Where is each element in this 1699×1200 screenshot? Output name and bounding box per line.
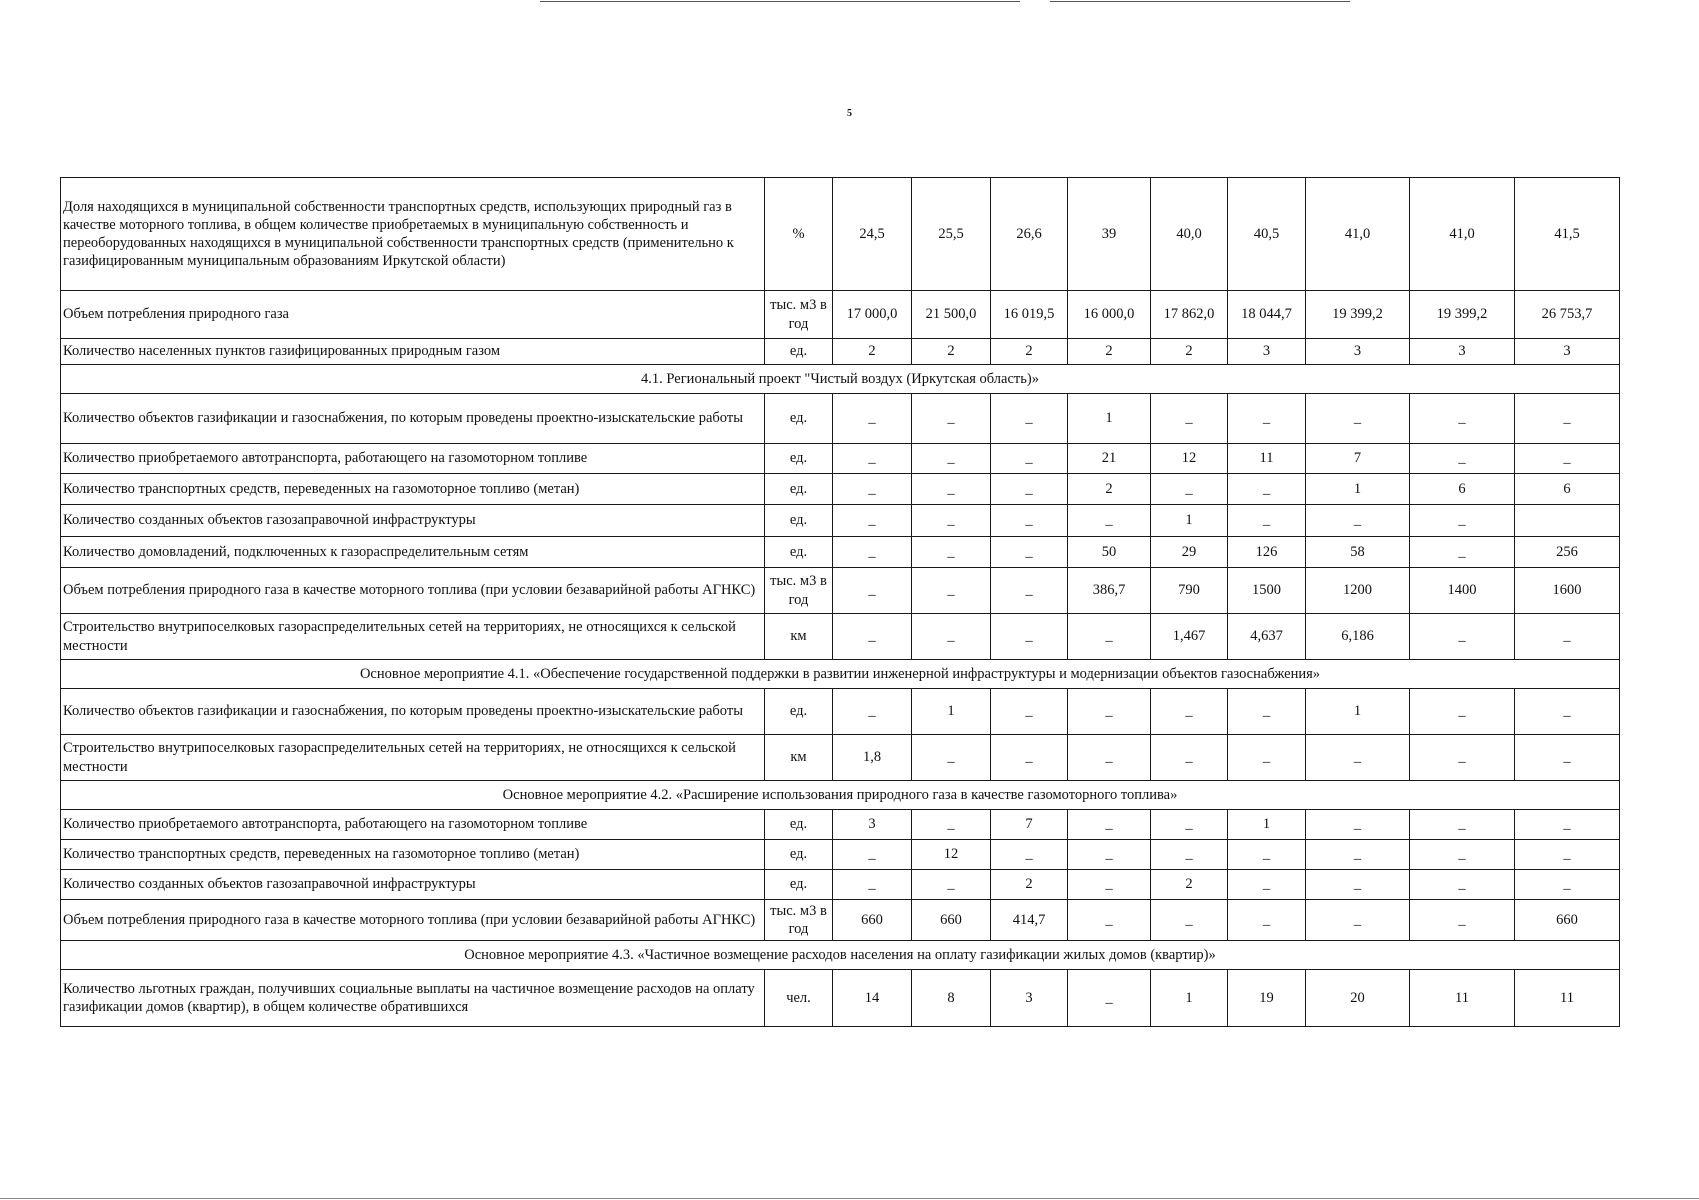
value-cell: _ xyxy=(1410,689,1515,735)
value-cell: _ xyxy=(912,735,991,781)
value-cell: _ xyxy=(1068,689,1151,735)
unit-cell: ед. xyxy=(765,505,833,537)
value-cell: 24,5 xyxy=(833,178,912,291)
table-row xyxy=(61,339,1620,365)
value-cell: 126 xyxy=(1228,537,1306,568)
unit-cell: ед. xyxy=(765,474,833,505)
value-cell: 58 xyxy=(1306,537,1410,568)
value-cell: 6,186 xyxy=(1306,614,1410,660)
unit-cell: км xyxy=(765,735,833,781)
unit-cell: % xyxy=(765,178,833,291)
value-cell: _ xyxy=(991,474,1068,505)
value-cell: 660 xyxy=(912,900,991,941)
value-cell: _ xyxy=(1306,394,1410,444)
value-cell: 26,6 xyxy=(991,178,1068,291)
value-cell: _ xyxy=(912,394,991,444)
value-cell: _ xyxy=(991,568,1068,614)
table-row xyxy=(61,394,1620,444)
value-cell: 256 xyxy=(1515,537,1620,568)
value-cell: 2 xyxy=(1068,339,1151,365)
table-row xyxy=(61,505,1620,537)
value-cell: _ xyxy=(833,444,912,474)
value-cell: _ xyxy=(991,444,1068,474)
table-row xyxy=(61,444,1620,474)
value-cell: _ xyxy=(1410,444,1515,474)
value-cell: 1500 xyxy=(1228,568,1306,614)
value-cell: _ xyxy=(833,537,912,568)
value-cell: 1 xyxy=(1306,689,1410,735)
value-cell: _ xyxy=(1228,840,1306,870)
indicator-name: Количество приобретаемого автотранспорта, работающего на газомоторном топливе xyxy=(61,444,765,474)
unit-cell: тыс. м3 в год xyxy=(765,568,833,614)
value-cell: _ xyxy=(1068,870,1151,900)
unit-cell: ед. xyxy=(765,810,833,840)
value-cell: _ xyxy=(1306,870,1410,900)
section-row xyxy=(61,941,1620,970)
value-cell: 11 xyxy=(1515,970,1620,1027)
value-cell: 16 019,5 xyxy=(991,291,1068,339)
value-cell: 1200 xyxy=(1306,568,1410,614)
unit-cell: ед. xyxy=(765,840,833,870)
value-cell: _ xyxy=(833,689,912,735)
value-cell: _ xyxy=(1410,735,1515,781)
table-row xyxy=(61,178,1620,291)
value-cell: _ xyxy=(833,505,912,537)
table-row xyxy=(61,568,1620,614)
unit-cell: ед. xyxy=(765,444,833,474)
value-cell: _ xyxy=(1515,689,1620,735)
value-cell: _ xyxy=(1068,735,1151,781)
table-row xyxy=(61,900,1620,941)
value-cell: _ xyxy=(991,840,1068,870)
indicator-name: Количество населенных пунктов газифицированных природным газом xyxy=(61,339,765,365)
value-cell: _ xyxy=(1068,505,1151,537)
value-cell: _ xyxy=(1410,614,1515,660)
value-cell: _ xyxy=(1068,970,1151,1027)
value-cell: 41,0 xyxy=(1410,178,1515,291)
value-cell: 1 xyxy=(1306,474,1410,505)
value-cell: 17 000,0 xyxy=(833,291,912,339)
value-cell: _ xyxy=(1515,810,1620,840)
indicator-name: Количество созданных объектов газозаправочной инфраструктуры xyxy=(61,870,765,900)
value-cell: 12 xyxy=(912,840,991,870)
value-cell: 1600 xyxy=(1515,568,1620,614)
value-cell: 414,7 xyxy=(991,900,1068,941)
value-cell: 790 xyxy=(1151,568,1228,614)
value-cell: _ xyxy=(991,505,1068,537)
value-cell: _ xyxy=(1068,614,1151,660)
value-cell: 7 xyxy=(991,810,1068,840)
value-cell: _ xyxy=(1228,474,1306,505)
unit-cell: ед. xyxy=(765,870,833,900)
value-cell: 41,0 xyxy=(1306,178,1410,291)
table-row xyxy=(61,870,1620,900)
value-cell: _ xyxy=(912,568,991,614)
value-cell: 16 000,0 xyxy=(1068,291,1151,339)
indicator-name: Количество объектов газификации и газоснабжения, по которым проведены проектно-изыскательские работы xyxy=(61,689,765,735)
value-cell: 3 xyxy=(991,970,1068,1027)
value-cell: 6 xyxy=(1410,474,1515,505)
value-cell: 17 862,0 xyxy=(1151,291,1228,339)
value-cell: 6 xyxy=(1515,474,1620,505)
value-cell: 29 xyxy=(1151,537,1228,568)
indicator-name: Количество льготных граждан, получивших социальные выплаты на частичное возмещение расходов на оплату газификации домов (квартир), в общем количестве обратившихся xyxy=(61,970,765,1027)
value-cell: _ xyxy=(833,870,912,900)
value-cell: _ xyxy=(991,394,1068,444)
value-cell: 19 399,2 xyxy=(1410,291,1515,339)
value-cell xyxy=(1515,505,1620,537)
value-cell: 7 xyxy=(1306,444,1410,474)
table-body xyxy=(61,178,1620,1027)
value-cell: 1 xyxy=(1151,970,1228,1027)
value-cell: _ xyxy=(833,840,912,870)
value-cell: _ xyxy=(833,568,912,614)
value-cell: _ xyxy=(833,474,912,505)
table-row xyxy=(61,840,1620,870)
value-cell: _ xyxy=(991,735,1068,781)
indicator-name: Строительство внутрипоселковых газораспределительных сетей на территориях, не относящихся к сельской местности xyxy=(61,735,765,781)
table-row xyxy=(61,474,1620,505)
value-cell: _ xyxy=(912,505,991,537)
value-cell: 20 xyxy=(1306,970,1410,1027)
value-cell: _ xyxy=(1410,810,1515,840)
value-cell: _ xyxy=(1410,505,1515,537)
value-cell: _ xyxy=(1306,810,1410,840)
value-cell: 2 xyxy=(1068,474,1151,505)
value-cell: _ xyxy=(1515,394,1620,444)
value-cell: _ xyxy=(833,614,912,660)
value-cell: 25,5 xyxy=(912,178,991,291)
value-cell: _ xyxy=(912,474,991,505)
value-cell: 19 399,2 xyxy=(1306,291,1410,339)
value-cell: 660 xyxy=(833,900,912,941)
scan-line-top-left xyxy=(540,1,1020,2)
value-cell: _ xyxy=(912,444,991,474)
table-row xyxy=(61,689,1620,735)
value-cell: _ xyxy=(912,810,991,840)
value-cell: 8 xyxy=(912,970,991,1027)
value-cell: _ xyxy=(1151,394,1228,444)
section-row xyxy=(61,660,1620,689)
value-cell: 40,0 xyxy=(1151,178,1228,291)
value-cell: 21 500,0 xyxy=(912,291,991,339)
value-cell: 386,7 xyxy=(1068,568,1151,614)
value-cell: _ xyxy=(991,614,1068,660)
indicator-name: Объем потребления природного газа xyxy=(61,291,765,339)
value-cell: 1 xyxy=(1228,810,1306,840)
value-cell: 14 xyxy=(833,970,912,1027)
indicator-name: Количество транспортных средств, переведенных на газомоторное топливо (метан) xyxy=(61,840,765,870)
value-cell: 1 xyxy=(1151,505,1228,537)
value-cell: 4,637 xyxy=(1228,614,1306,660)
value-cell: _ xyxy=(833,394,912,444)
value-cell: 12 xyxy=(1151,444,1228,474)
value-cell: 39 xyxy=(1068,178,1151,291)
value-cell: _ xyxy=(1151,840,1228,870)
value-cell: _ xyxy=(912,537,991,568)
value-cell: _ xyxy=(1228,505,1306,537)
value-cell: 19 xyxy=(1228,970,1306,1027)
value-cell: 2 xyxy=(833,339,912,365)
value-cell: _ xyxy=(1410,900,1515,941)
unit-cell: км xyxy=(765,614,833,660)
indicator-name: Объем потребления природного газа в качестве моторного топлива (при условии безаварийной работы АГНКС) xyxy=(61,900,765,941)
scan-line-bottom xyxy=(0,1198,1699,1199)
value-cell: _ xyxy=(1410,537,1515,568)
value-cell: _ xyxy=(1515,735,1620,781)
value-cell: _ xyxy=(1306,840,1410,870)
value-cell: 660 xyxy=(1515,900,1620,941)
section-row xyxy=(61,365,1620,394)
value-cell: _ xyxy=(1515,870,1620,900)
value-cell: _ xyxy=(1228,394,1306,444)
value-cell: 1,8 xyxy=(833,735,912,781)
value-cell: 2 xyxy=(991,870,1068,900)
value-cell: _ xyxy=(1306,900,1410,941)
value-cell: 21 xyxy=(1068,444,1151,474)
value-cell: 1,467 xyxy=(1151,614,1228,660)
indicator-name: Количество домовладений, подключенных к газораспределительным сетям xyxy=(61,537,765,568)
page-number: 5 xyxy=(847,108,852,119)
value-cell: 1 xyxy=(912,689,991,735)
value-cell: 50 xyxy=(1068,537,1151,568)
value-cell: 3 xyxy=(1228,339,1306,365)
value-cell: 2 xyxy=(1151,870,1228,900)
value-cell: _ xyxy=(1228,870,1306,900)
indicator-name: Количество транспортных средств, переведенных на газомоторное топливо (метан) xyxy=(61,474,765,505)
value-cell: _ xyxy=(1068,810,1151,840)
table-row xyxy=(61,735,1620,781)
value-cell: 3 xyxy=(1410,339,1515,365)
value-cell: 1 xyxy=(1068,394,1151,444)
indicator-name: Объем потребления природного газа в качестве моторного топлива (при условии безаварийной работы АГНКС) xyxy=(61,568,765,614)
value-cell: _ xyxy=(1410,870,1515,900)
value-cell: _ xyxy=(1515,840,1620,870)
unit-cell: ед. xyxy=(765,689,833,735)
unit-cell: тыс. м3 в год xyxy=(765,900,833,941)
value-cell: _ xyxy=(991,537,1068,568)
value-cell: _ xyxy=(1151,810,1228,840)
table-row xyxy=(61,970,1620,1027)
indicator-name: Количество объектов газификации и газоснабжения, по которым проведены проектно-изыскательские работы xyxy=(61,394,765,444)
indicator-name: Доля находящихся в муниципальной собственности транспортных средств, использующих природный газ в качестве моторного топлива, в общем количестве приобретаемых в муниципальную собственность и переоборудованных находящихся в муниципальной собственности транспортных средств (применительно к газифицированным муниципальным образованиям Иркутской области) xyxy=(61,178,765,291)
value-cell: 18 044,7 xyxy=(1228,291,1306,339)
value-cell: 3 xyxy=(833,810,912,840)
value-cell: _ xyxy=(1306,735,1410,781)
table-row xyxy=(61,614,1620,660)
scan-line-top-right xyxy=(1050,1,1350,2)
value-cell: _ xyxy=(1068,900,1151,941)
value-cell: _ xyxy=(1151,474,1228,505)
indicator-name: Строительство внутрипоселковых газораспределительных сетей на территориях, не относящихся к сельской местности xyxy=(61,614,765,660)
value-cell: _ xyxy=(1410,394,1515,444)
value-cell: _ xyxy=(1228,689,1306,735)
indicator-name: Количество созданных объектов газозаправочной инфраструктуры xyxy=(61,505,765,537)
value-cell: _ xyxy=(1068,840,1151,870)
value-cell: _ xyxy=(1151,689,1228,735)
value-cell: 41,5 xyxy=(1515,178,1620,291)
value-cell: 2 xyxy=(912,339,991,365)
value-cell: 3 xyxy=(1306,339,1410,365)
value-cell: _ xyxy=(1151,900,1228,941)
value-cell: _ xyxy=(1410,840,1515,870)
unit-cell: тыс. м3 в год xyxy=(765,291,833,339)
value-cell: 11 xyxy=(1410,970,1515,1027)
section-title: Основное мероприятие 4.3. «Частичное возмещение расходов населения на оплату газификации жилых домов (квартир)» xyxy=(61,941,1620,970)
value-cell: _ xyxy=(991,689,1068,735)
unit-cell: ед. xyxy=(765,339,833,365)
unit-cell: ед. xyxy=(765,537,833,568)
indicators-table xyxy=(60,177,1620,1027)
value-cell: _ xyxy=(912,870,991,900)
section-title: Основное мероприятие 4.1. «Обеспечение государственной поддержки в развитии инженерной инфраструктуры и модернизации объектов газоснабжения» xyxy=(61,660,1620,689)
value-cell: _ xyxy=(912,614,991,660)
section-title: 4.1. Региональный проект "Чистый воздух (Иркутская область)» xyxy=(61,365,1620,394)
value-cell: _ xyxy=(1228,735,1306,781)
section-row xyxy=(61,781,1620,810)
indicator-name: Количество приобретаемого автотранспорта, работающего на газомоторном топливе xyxy=(61,810,765,840)
value-cell: 2 xyxy=(991,339,1068,365)
value-cell: 11 xyxy=(1228,444,1306,474)
value-cell: _ xyxy=(1151,735,1228,781)
section-title: Основное мероприятие 4.2. «Расширение использования природного газа в качестве газомоторного топлива» xyxy=(61,781,1620,810)
value-cell: _ xyxy=(1515,444,1620,474)
value-cell: 3 xyxy=(1515,339,1620,365)
value-cell: _ xyxy=(1515,614,1620,660)
value-cell: 2 xyxy=(1151,339,1228,365)
table-row xyxy=(61,810,1620,840)
table-row xyxy=(61,291,1620,339)
unit-cell: ед. xyxy=(765,394,833,444)
value-cell: 40,5 xyxy=(1228,178,1306,291)
table-row xyxy=(61,537,1620,568)
value-cell: 26 753,7 xyxy=(1515,291,1620,339)
value-cell: 1400 xyxy=(1410,568,1515,614)
value-cell: _ xyxy=(1228,900,1306,941)
unit-cell: чел. xyxy=(765,970,833,1027)
value-cell: _ xyxy=(1306,505,1410,537)
